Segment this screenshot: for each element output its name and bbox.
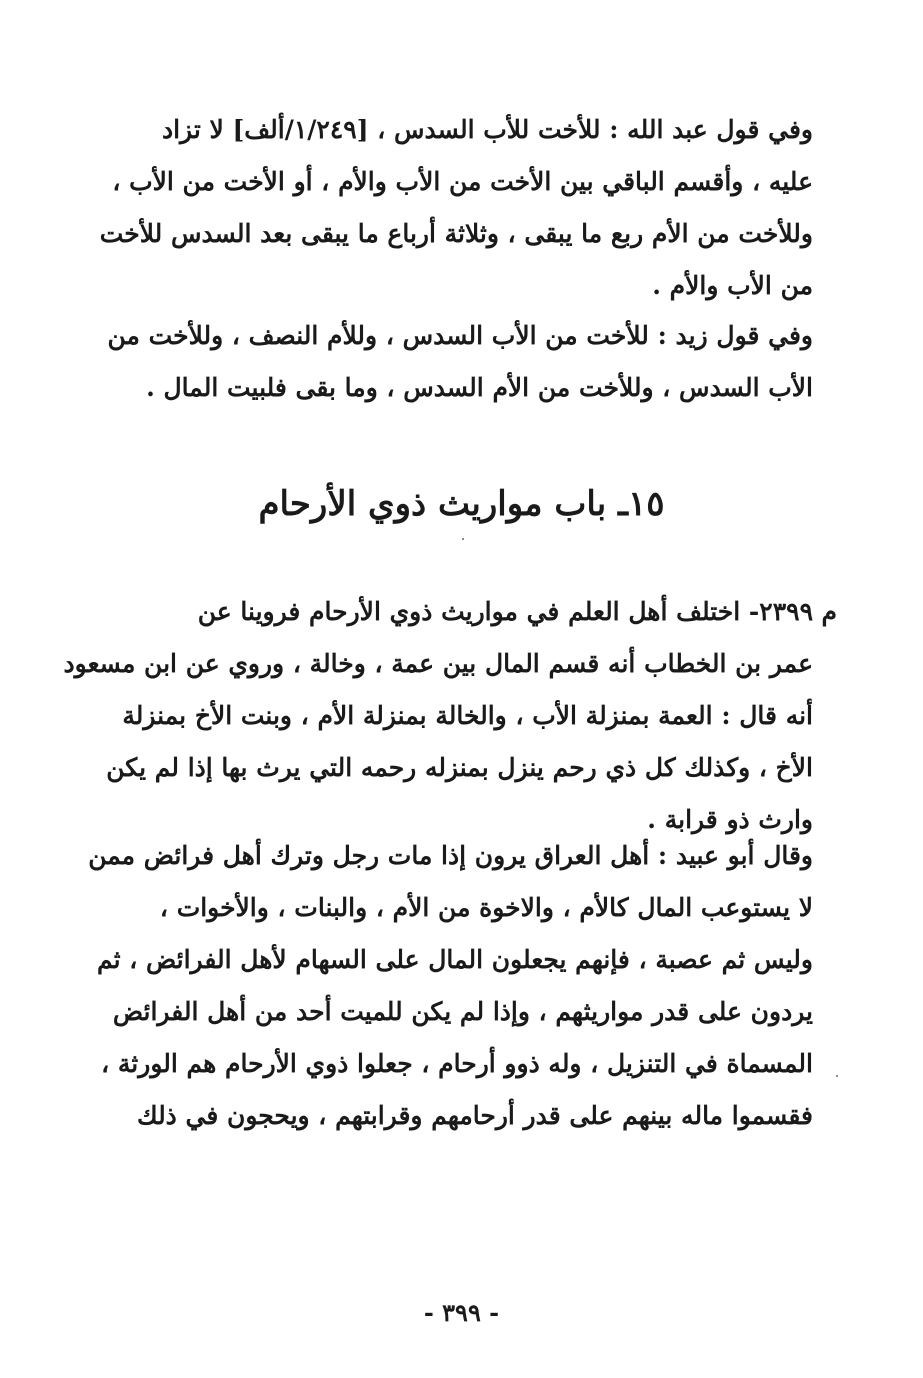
scan-speck xyxy=(836,1075,838,1077)
text-line: وليس ثم عصبة ، فإنهم يجعلون المال على السهام لأهل الفرائض ، ثم xyxy=(96,945,813,974)
text-line: الأخ ، وكذلك كل ذي رحم ينزل بمنزله رحمه التي يرث بها إذا لم يكن xyxy=(106,753,813,782)
text-line: ٢٣٩٩- اختلف أهل العلم في مواريث ذوي الأرحام فروينا عن xyxy=(197,597,813,626)
text-line: وفي قول زيد : للأخت من الأب السدس ، وللأم النصف ، وللأخت من xyxy=(107,321,813,350)
text-line: المسماة في التنزيل ، وله ذوو أرحام ، جعلوا ذوي الأرحام هم الورثة ، xyxy=(101,1049,813,1078)
chapter-heading: ١٥ـ باب مواريث ذوي الأرحام xyxy=(258,484,665,524)
text-line: وللأخت من الأم ربع ما يبقى ، وثلاثة أرباع ما يبقى بعد السدس للأخت xyxy=(99,219,813,248)
text-line: يردون على قدر مواريثهم ، وإذا لم يكن للميت أحد من أهل الفرائض xyxy=(112,997,813,1026)
text-line: وارث ذو قرابة . xyxy=(647,805,813,834)
text-line: عليه ، وأقسم الباقي بين الأخت من الأب والأم ، أو الأخت من الأب ، xyxy=(112,167,813,196)
paragraph-abu-ubaid xyxy=(88,830,813,1142)
entry-marker: م xyxy=(821,597,837,626)
text-line: وقال أبو عبيد : أهل العراق يرون إذا مات رجل وترك أهل فرائض ممن xyxy=(88,841,813,870)
paragraph-zaid-opinion xyxy=(107,310,813,414)
paragraph-entry-2399 xyxy=(63,586,813,846)
text-line: فقسموا ماله بينهم على قدر أرحامهم وقرابتهم ، ويحجون في ذلك xyxy=(137,1101,813,1130)
text-line: الأب السدس ، وللأخت من الأم السدس ، وما بقى فلبيت المال . xyxy=(146,373,813,402)
scan-speck xyxy=(462,538,464,540)
text-line: من الأب والأم . xyxy=(652,271,813,300)
page-number: - ٣٩٩ - xyxy=(423,1298,500,1327)
text-line: أنه قال : العمة بمنزلة الأب ، والخالة بمنزلة الأم ، وبنت الأخ بمنزلة xyxy=(122,701,813,730)
text-line: عمر بن الخطاب أنه قسم المال بين عمة ، وخالة ، وروي عن ابن مسعود xyxy=(63,649,813,678)
text-line: وفي قول عبد الله : للأخت للأب السدس ، [١/٢٤٩/ألف] لا تزاد xyxy=(161,115,813,144)
text-line: لا يستوعب المال كالأم ، والاخوة من الأم ، والبنات ، والأخوات ، xyxy=(159,893,813,922)
paragraph-abdullah-opinion xyxy=(99,104,813,312)
